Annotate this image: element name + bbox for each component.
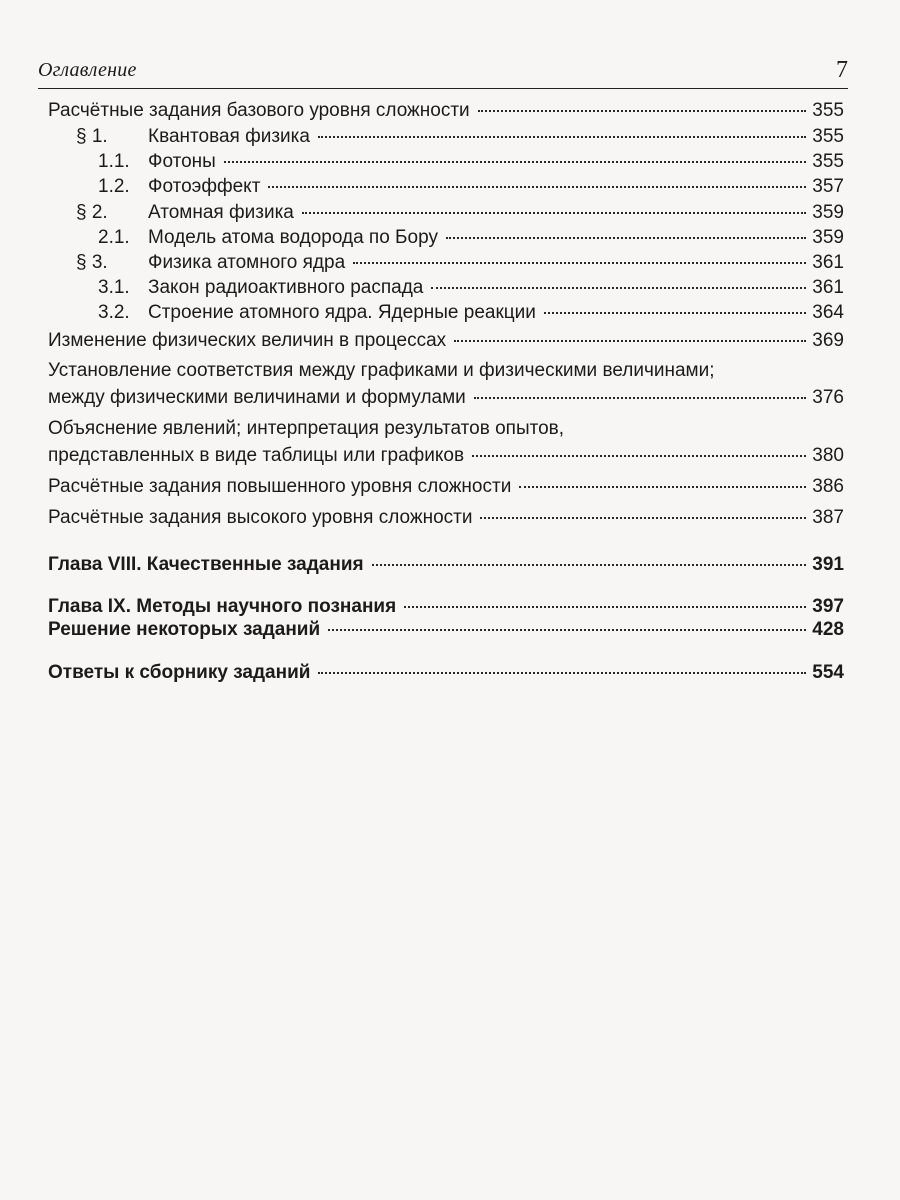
leader-dots [302, 212, 806, 214]
leader-dots [446, 237, 806, 239]
toc-entry-page: 355 [812, 151, 844, 172]
section-number: 1.1. [98, 151, 130, 172]
toc-entry-page: 397 [812, 596, 844, 617]
toc-entry-title: Строение атомного ядра. Ядерные реакции [148, 302, 536, 323]
toc-entry-page: 355 [812, 126, 844, 147]
running-head-title: Оглавление [38, 59, 137, 81]
leader-dots [480, 517, 806, 519]
toc-entry-page: 386 [812, 476, 844, 497]
toc-entry-page: 359 [812, 202, 844, 223]
toc-entry-page: 380 [812, 445, 844, 466]
toc-entry-title: Фотоэффект [148, 176, 261, 197]
leader-dots [318, 136, 806, 138]
toc-entry[interactable] [48, 124, 844, 150]
toc-entry-page: 364 [812, 302, 844, 323]
toc-entry[interactable] [48, 443, 844, 469]
toc-entry[interactable] [48, 474, 844, 500]
toc-entry-title: Расчётные задания повышенного уровня сложности [48, 476, 512, 497]
toc-entry-title: Атомная физика [148, 202, 294, 223]
toc-entry-page: 361 [812, 252, 844, 273]
toc-entry-title: Закон радиоактивного распада [148, 277, 424, 298]
toc-entry-page: 554 [812, 662, 844, 683]
toc-entry[interactable] [48, 98, 844, 124]
section-number: 3.2. [98, 302, 130, 323]
toc-entry-title: между физическими величинами и формулами [48, 387, 466, 408]
toc-entry-title: Глава VIII. Качественные задания [48, 554, 364, 575]
toc-entry-title: Глава IX. Методы научного познания [48, 596, 397, 617]
toc-entry-page: 387 [812, 507, 844, 528]
leader-dots [454, 340, 806, 342]
toc-entry-title: Ответы к сборнику заданий [48, 662, 311, 683]
toc-entry-page: 369 [812, 330, 844, 351]
toc-entry-title: Расчётные задания базового уровня сложности [48, 100, 470, 121]
toc-entry[interactable] [48, 660, 844, 686]
page-number: 7 [836, 57, 848, 83]
leader-dots [431, 287, 806, 289]
toc-entry-page: 391 [812, 554, 844, 575]
toc-entry[interactable] [48, 617, 844, 643]
toc-entry-page: 361 [812, 277, 844, 298]
toc-entry-title: Модель атома водорода по Бору [148, 227, 438, 248]
toc-entry-page: 376 [812, 387, 844, 408]
toc-entry[interactable] [48, 505, 844, 531]
leader-dots [544, 312, 806, 314]
leader-dots [472, 455, 806, 457]
toc-entry[interactable] [48, 300, 844, 326]
toc-entry[interactable] [48, 385, 844, 411]
toc-entry[interactable] [48, 552, 844, 578]
leader-dots [478, 110, 807, 112]
toc-entry-title: Фотоны [148, 151, 216, 172]
toc-entry-title-line1: Объяснение явлений; интерпретация результатов опытов, [48, 418, 565, 439]
leader-dots [372, 564, 807, 566]
leader-dots [318, 672, 806, 674]
toc-entry-page: 359 [812, 227, 844, 248]
toc-entry-page: 355 [812, 100, 844, 121]
page-header [38, 52, 848, 89]
leader-dots [224, 161, 806, 163]
toc-entry-title: представленных в виде таблицы или графиков [48, 445, 465, 466]
toc-entry[interactable] [48, 174, 844, 200]
toc-entry-page: 357 [812, 176, 844, 197]
toc-entry[interactable] [48, 200, 844, 226]
toc-entry-title: Физика атомного ядра [148, 252, 346, 273]
toc-entry[interactable] [48, 225, 844, 251]
section-number: § 2. [76, 202, 108, 223]
section-number: § 1. [76, 126, 108, 147]
toc-entry-page: 428 [812, 619, 844, 640]
toc-entry-title: Изменение физических величин в процессах [48, 330, 447, 351]
toc-entry[interactable] [48, 149, 844, 175]
toc-entry-title: Расчётные задания высокого уровня сложности [48, 507, 473, 528]
toc-entry[interactable] [48, 250, 844, 276]
leader-dots [474, 397, 807, 399]
toc-entry[interactable] [48, 275, 844, 301]
leader-dots [268, 186, 806, 188]
toc-entry-title-line1: Установление соответствия между графиками и физическими величинами; [48, 360, 715, 381]
section-number: 3.1. [98, 277, 130, 298]
toc-entry-title: Квантовая физика [148, 126, 310, 147]
section-number: 1.2. [98, 176, 130, 197]
leader-dots [519, 486, 806, 488]
section-number: § 3. [76, 252, 108, 273]
leader-dots [328, 629, 806, 631]
toc-entry[interactable] [48, 328, 844, 354]
leader-dots [404, 606, 806, 608]
toc-entry-title: Решение некоторых заданий [48, 619, 321, 640]
leader-dots [353, 262, 806, 264]
section-number: 2.1. [98, 227, 130, 248]
